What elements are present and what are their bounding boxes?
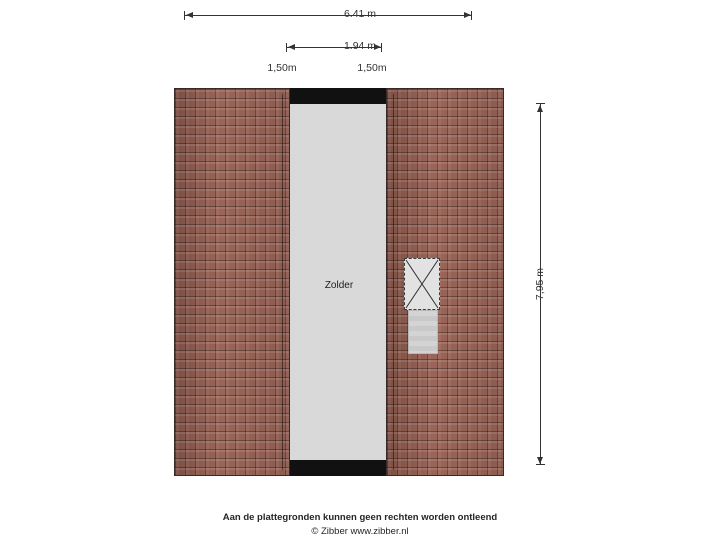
dimension-height-arrow-bottom [537, 457, 543, 464]
floor-plan [174, 88, 504, 476]
dimension-height-label: 7,95 m [534, 267, 546, 301]
dimension-height-tick-bottom [536, 464, 545, 465]
dimension-height-arrow-top [537, 105, 543, 112]
dimension-left-segment-label: 1,50m [267, 62, 297, 74]
stair-hatch-strip [408, 310, 438, 354]
ridge-cap-bottom [290, 460, 386, 476]
dimension-height-tick-top [536, 103, 545, 104]
dimension-right-segment-label: 1,50m [357, 62, 387, 74]
dimension-total-width-label: 6.41 m [343, 8, 377, 20]
ridge-cap-top [290, 88, 386, 104]
stair-symbol [404, 258, 440, 310]
stair-cross-icon [404, 258, 440, 310]
room-label-zolder: Zolder [324, 280, 354, 291]
dimension-inner-width-label: 1.94 m [343, 40, 377, 52]
footer-copyright: © Zibber www.zibber.nl [311, 526, 409, 537]
footer-disclaimer: Aan de plattegronden kunnen geen rechten worden ontleend [222, 512, 498, 523]
